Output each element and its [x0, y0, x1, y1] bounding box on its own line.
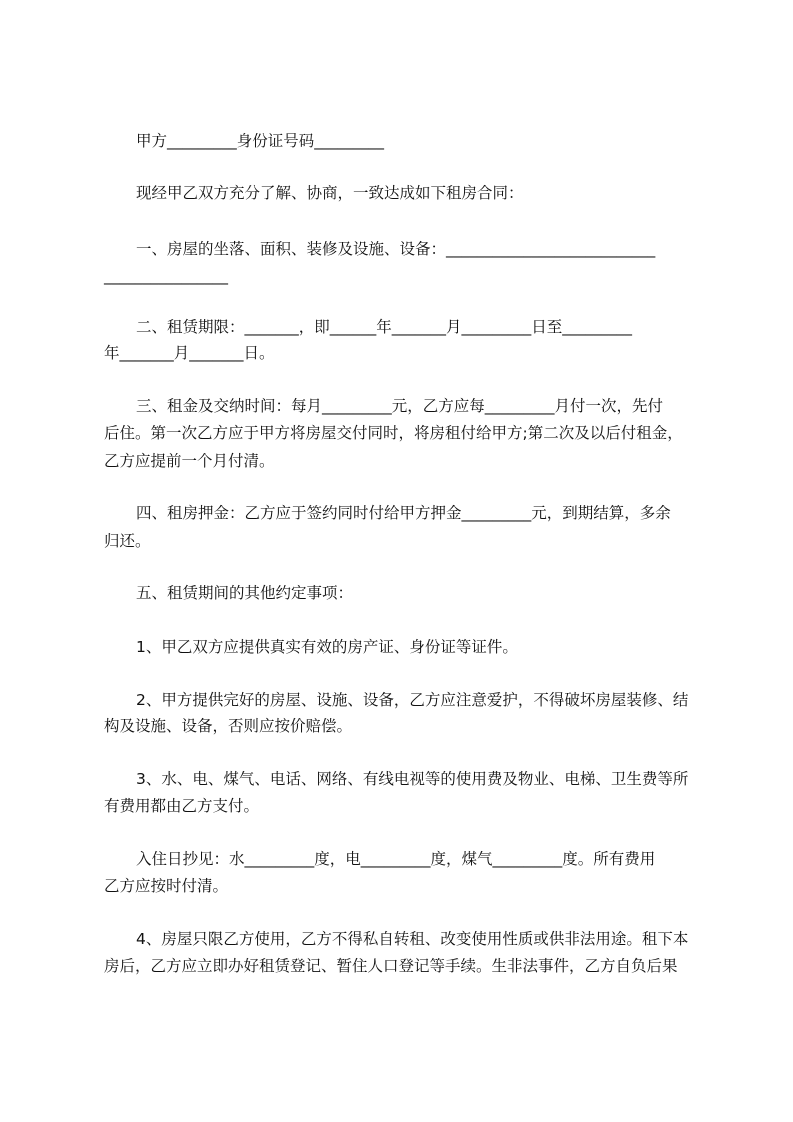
item-3-line-1: 3、水、电、煤气、电话、网络、有线电视等的使用费及物业、电梯、卫生费等所: [136, 770, 689, 788]
clause-3-line-3: 乙方应提前一个月付清。: [104, 452, 275, 470]
clause-2-line-1: 二、租赁期限：_______，即______年_______月_________日至_________: [136, 318, 633, 336]
clause-5-heading: 五、租赁期间的其他约定事项：: [136, 584, 354, 602]
intro-paragraph: 现经甲乙双方充分了解、协商，一致达成如下租房合同：: [136, 184, 524, 202]
meter-reading-line-2: 乙方应按时付清。: [104, 877, 229, 895]
clause-3-line-1: 三、租金及交纳时间：每月_________元，乙方应每_________月付一次，先付: [136, 397, 664, 415]
party-a-line: 甲方_________身份证号码_________: [136, 132, 385, 150]
item-2-line-1: 2、甲方提供完好的房屋、设施、设备，乙方应注意爱护，不得破坏房屋装修、结: [136, 691, 689, 709]
clause-3-line-2: 后住。第一次乙方应于甲方将房屋交付同时，将房租付给甲方;第二次及以后付租金，: [104, 424, 683, 442]
clause-1-line-1: 一、房屋的坐落、面积、装修及设施、设备：___________________________: [136, 240, 656, 258]
item-4-line-2: 房后，乙方应立即办好租赁登记、暂住人口登记等手续。生非法事件，乙方自负后果: [104, 957, 678, 975]
clause-2-line-2: 年_______月_______日。: [104, 344, 275, 362]
item-1: 1、甲乙双方应提供真实有效的房产证、身份证等证件。: [136, 638, 518, 656]
meter-reading-line-1: 入住日抄见：水_________度，电_________度，煤气_________度。所有费用: [136, 850, 656, 868]
clause-4-line-2: 归还。: [104, 532, 151, 550]
clause-1-line-2: ________________: [104, 267, 228, 285]
item-4-line-1: 4、房屋只限乙方使用，乙方不得私自转租、改变使用性质或供非法用途。租下本: [136, 930, 689, 948]
clause-4-line-1: 四、租房押金：乙方应于签约同时付给甲方押金_________元，到期结算，多余: [136, 504, 671, 522]
item-2-line-2: 构及设施、设备，否则应按价赔偿。: [104, 717, 353, 735]
item-3-line-2: 有费用都由乙方支付。: [104, 797, 260, 815]
